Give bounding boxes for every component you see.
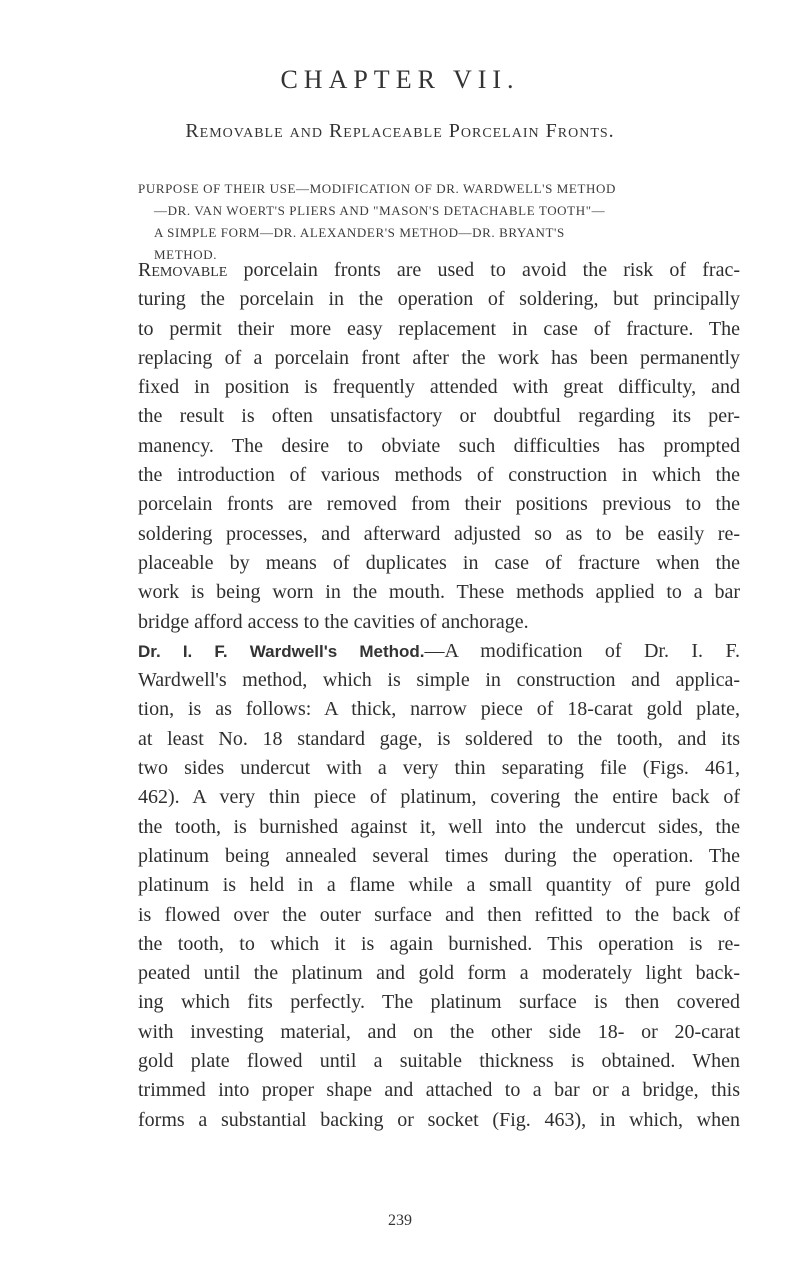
paragraph-line: forms a substantial backing or socket (Fig. 463), in which, when [138, 1108, 740, 1131]
paragraph-line: platinum being annealed several times during the operation. The [138, 844, 740, 867]
paragraph-line: the tooth, is burnished against it, well into the undercut sides, the [138, 815, 740, 838]
paragraph-lead-word: Removable [138, 259, 228, 281]
paragraph-line: porcelain fronts are removed from their positions previous to the [138, 493, 740, 516]
paragraph-line: replacing of a porcelain front after the work has been permanently [138, 346, 740, 369]
paragraph-line: with investing material, and on the other side 18- or 20-carat [138, 1020, 740, 1043]
chapter-synopsis [138, 178, 738, 266]
paragraph-line: bridge afford access to the cavities of anchorage. [138, 610, 529, 633]
section-title: Removable and Replaceable Porcelain Fronts. [185, 120, 615, 142]
paragraph-line: tion, is as follows: A thick, narrow piece of 18-carat gold plate, [138, 698, 740, 721]
paragraph-line: is flowed over the outer surface and then refitted to the back of [138, 903, 740, 926]
paragraph-line: turing the porcelain in the operation of soldering, but principally [138, 288, 740, 311]
synopsis-line: PURPOSE OF THEIR USE—MODIFICATION OF DR. WARDWELL'S METHOD [138, 181, 616, 196]
paragraph-line: soldering processes, and afterward adjusted so as to be easily re- [138, 522, 740, 545]
paragraph-line: Dr. I. F. Wardwell's Method.—A modification of Dr. I. F. [138, 639, 740, 662]
paragraph-line: Wardwell's method, which is simple in construction and applica- [138, 669, 740, 692]
paragraph-line: the tooth, to which it is again burnished. This operation is re- [138, 932, 740, 955]
paragraph-line: peated until the platinum and gold form a moderately light back- [138, 962, 740, 985]
paragraph-line: platinum is held in a flame while a small quantity of pure gold [138, 874, 740, 897]
paragraph-line: at least No. 18 standard gage, is soldered to the tooth, and its [138, 727, 740, 750]
paragraph-line: ing which fits perfectly. The platinum surface is then covered [138, 991, 740, 1014]
run-in-heading: Dr. I. F. Wardwell's Method. [138, 641, 425, 661]
paragraph-line: fixed in position is frequently attended with great difficulty, and [138, 376, 740, 399]
synopsis-line: METHOD. [154, 247, 218, 262]
paragraph-line: manency. The desire to obviate such difficulties has prompted [138, 434, 740, 457]
synopsis-line: —DR. VAN WOERT'S PLIERS AND "MASON'S DETACHABLE TOOTH"— [154, 203, 606, 218]
paragraph-line: work is being worn in the mouth. These methods applied to a bar [138, 581, 740, 604]
body-text [138, 256, 740, 1135]
paragraph-line: trimmed into proper shape and attached to a bar or a bridge, this [138, 1079, 740, 1102]
paragraph-line: 462). A very thin piece of platinum, covering the entire back of [138, 786, 740, 809]
synopsis-line: A SIMPLE FORM—DR. ALEXANDER'S METHOD—DR. BRYANT'S [154, 225, 565, 240]
paragraph-line: to permit their more easy replacement in case of fracture. The [138, 317, 740, 340]
paragraph-line: the result is often unsatisfactory or doubtful regarding its per- [138, 405, 740, 428]
paragraph-line: two sides undercut with a very thin separating file (Figs. 461, [138, 757, 740, 780]
chapter-heading: CHAPTER VII. [280, 65, 520, 94]
paragraph-line: the introduction of various methods of construction in which the [138, 464, 740, 487]
paragraph-line: placeable by means of duplicates in case of fracture when the [138, 551, 740, 574]
page-number: 239 [388, 1212, 412, 1229]
paragraph-line: Removable porcelain fronts are used to avoid the risk of frac- [138, 259, 740, 281]
paragraph-line: gold plate flowed until a suitable thickness is obtained. When [138, 1050, 740, 1073]
